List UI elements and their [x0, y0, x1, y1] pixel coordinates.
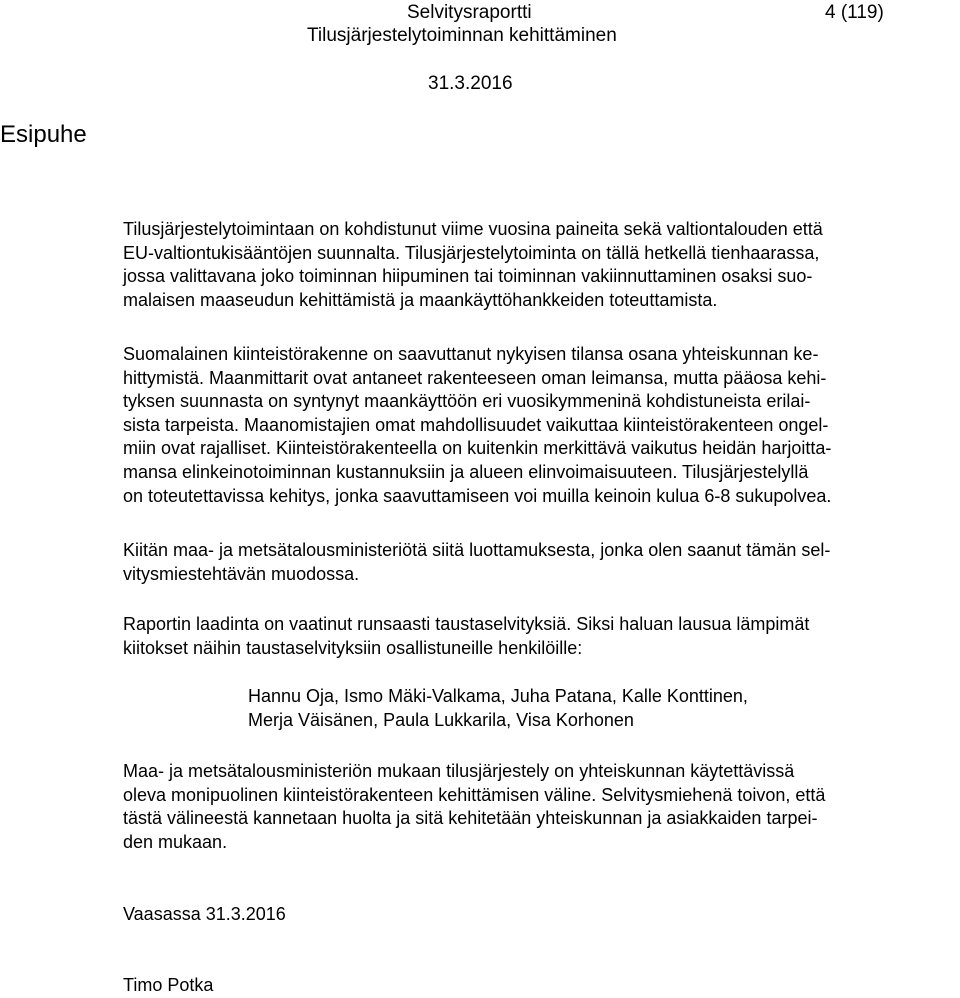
paragraph-line: jossa valittavana joko toiminnan hiipuminen tai toiminnan vakiinnuttaminen osaksi suo- [123, 266, 813, 287]
paragraph-1 [123, 218, 823, 312]
paragraph-line: Maa- ja metsätalousministeriön mukaan tilusjärjestely on yhteiskunnan käytettävissä [123, 761, 795, 781]
closing-paragraph [123, 760, 825, 854]
paragraph-line: tästä välineestä kannetaan huolta ja sitä kehitetään yhteiskunnan ja asiakkaiden tarpei- [123, 808, 818, 829]
page-number: 4 (119) [825, 2, 884, 23]
paragraph-line: hittymistä. Maanmittarit ovat antaneet rakenteeseen oman leimansa, mutta pääosa kehi- [123, 367, 827, 388]
paragraph-line: Kiitän maa- ja metsätalousministeriötä siitä luottamuksesta, jonka olen saanut tämän sel- [123, 540, 831, 560]
paragraph-2 [123, 343, 831, 508]
document-subtitle: Tilusjärjestelytoiminnan kehittäminen [307, 25, 617, 46]
names-line: Merja Väisänen, Paula Lukkarila, Visa Korhonen [248, 709, 634, 730]
paragraph-line: Tilusjärjestelytoimintaan on kohdistunut viime vuosina paineita sekä valtiontalouden että [123, 219, 823, 239]
place-date: Vaasassa 31.3.2016 [123, 904, 286, 924]
names-line: Hannu Oja, Ismo Mäki-Valkama, Juha Patana, Kalle Konttinen, [248, 686, 748, 706]
paragraph-line: EU-valtiontukisääntöjen suunnalta. Tilusjärjestelytoiminta on tällä hetkellä tienhaarassa, [123, 242, 820, 263]
section-title: Esipuhe [0, 121, 87, 148]
paragraph-line: mansa elinkeinotoiminnan kustannuksiin ja alueen elinvoimaisuuteen. Tilusjärjestelyllä [123, 461, 809, 482]
paragraph-line: kiitokset näihin taustaselvityksiin osallistuneille henkilöille: [123, 637, 583, 658]
acknowledged-names [248, 685, 748, 732]
paragraph-line: Suomalainen kiinteistörakenne on saavuttanut nykyisen tilansa osana yhteiskunnan ke- [123, 344, 819, 364]
paragraph-line: malaisen maaseudun kehittämistä ja maankäyttöhankkeiden toteuttamista. [123, 289, 718, 310]
signature-name: Timo Potka [123, 975, 214, 995]
paragraph-line: miin ovat rajalliset. Kiinteistörakenteella on kuitenkin merkittävä vaikutus heidän harjoitta- [123, 438, 832, 459]
paragraph-line: vitysmiestehtävän muodossa. [123, 563, 360, 584]
paragraph-line: on toteutettavissa kehitys, jonka saavuttamiseen voi muilla keinoin kulua 6-8 sukupolvea. [123, 485, 832, 506]
paragraph-line: oleva monipuolinen kiinteistörakenteen kehittämisen väline. Selvitysmiehenä toivon, että [123, 784, 826, 805]
paragraph-line: den mukaan. [123, 831, 228, 852]
paragraph-4 [123, 613, 809, 660]
paragraph-line: sista tarpeista. Maanomistajien omat mahdollisuudet vaikuttaa kiinteistörakenteen ongel- [123, 414, 829, 435]
document-type: Selvitysraportti [407, 2, 532, 23]
paragraph-3 [123, 539, 830, 586]
document-date: 31.3.2016 [428, 73, 513, 94]
paragraph-line: Raportin laadinta on vaatinut runsaasti taustaselvityksiä. Siksi haluan lausua lämpimät [123, 614, 810, 634]
paragraph-line: tyksen suunnasta on syntynyt maankäyttöön eri vuosikymmeninä kohdistuneista erilai- [123, 391, 811, 412]
